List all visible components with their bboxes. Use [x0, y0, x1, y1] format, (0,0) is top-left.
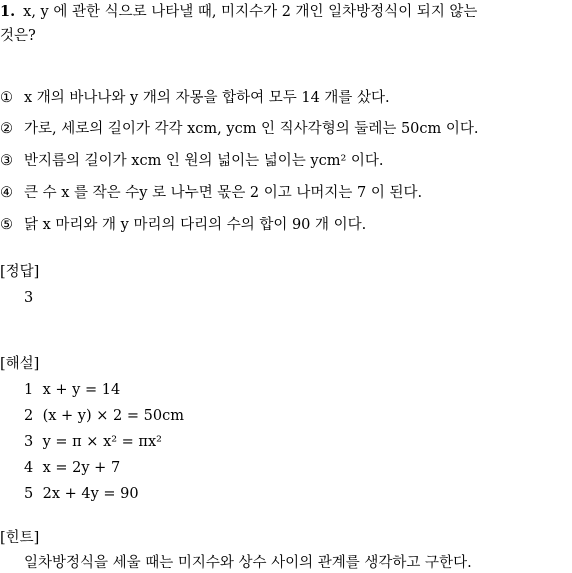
option-2-text: 가로, 세로의 길이가 각각 xcm, ycm 인 직사각형의 둘레는 50cm 이다. [24, 121, 479, 137]
option-3-text: 반지름의 길이가 xcm 인 원의 넓이는 넓이는 ycm² 이다. [24, 153, 384, 169]
explanation-item-4-num: 4 [24, 460, 34, 476]
question-line-1 [0, 2, 477, 22]
explanation-item-3 [24, 432, 162, 452]
explanation-item-3-text: y = π × x² = πx² [42, 434, 162, 450]
hint-label: [힌트] [0, 530, 40, 546]
hint-text: 일차방정식을 세울 때는 미지수와 상수 사이의 관계를 생각하고 구한다. [24, 555, 472, 571]
explanation-item-5-num: 5 [24, 486, 34, 502]
option-5 [0, 215, 366, 235]
option-3-mark: ③ [0, 153, 13, 169]
option-5-mark: ⑤ [0, 217, 13, 233]
explanation-item-5-text: 2x + 4y = 90 [42, 486, 139, 502]
explanation-label: [해설] [0, 356, 40, 372]
explanation-item-5 [24, 484, 139, 504]
explanation-item-4 [24, 458, 120, 478]
question-text-line1: x, y 에 관한 식으로 나타낼 때, 미지수가 2 개인 일차방정식이 되지 않는 [23, 4, 478, 20]
explanation-item-4-text: x = 2y + 7 [42, 460, 121, 476]
option-4-mark: ④ [0, 185, 13, 201]
explanation-item-3-num: 3 [24, 434, 34, 450]
explanation-item-1-text: x + y = 14 [42, 382, 121, 398]
option-1 [0, 88, 390, 108]
explanation-item-2-num: 2 [24, 408, 34, 424]
option-4-text: 큰 수 x 를 작은 수y 로 나누면 몫은 2 이고 나머지는 7 이 된다. [24, 185, 423, 201]
question-text-line2: 것은? [0, 28, 36, 44]
explanation-item-1-num: 1 [24, 382, 34, 398]
explanation-item-2 [24, 406, 184, 426]
option-1-mark: ① [0, 90, 13, 106]
question-line-2 [0, 26, 36, 46]
explanation-item-2-text: (x + y) × 2 = 50cm [42, 408, 184, 424]
option-2-mark: ② [0, 121, 13, 137]
explanation-item-1 [24, 380, 120, 400]
option-5-text: 닭 x 마리와 개 y 마리의 다리의 수의 합이 90 개 이다. [24, 217, 367, 233]
option-4 [0, 183, 422, 203]
question-number: 1. [0, 3, 16, 20]
answer-label: [정답] [0, 264, 40, 280]
option-1-text: x 개의 바나나와 y 개의 자몽을 합하여 모두 14 개를 샀다. [24, 90, 390, 106]
option-3 [0, 151, 384, 171]
option-2 [0, 119, 479, 139]
answer-value: 3 [24, 290, 34, 306]
